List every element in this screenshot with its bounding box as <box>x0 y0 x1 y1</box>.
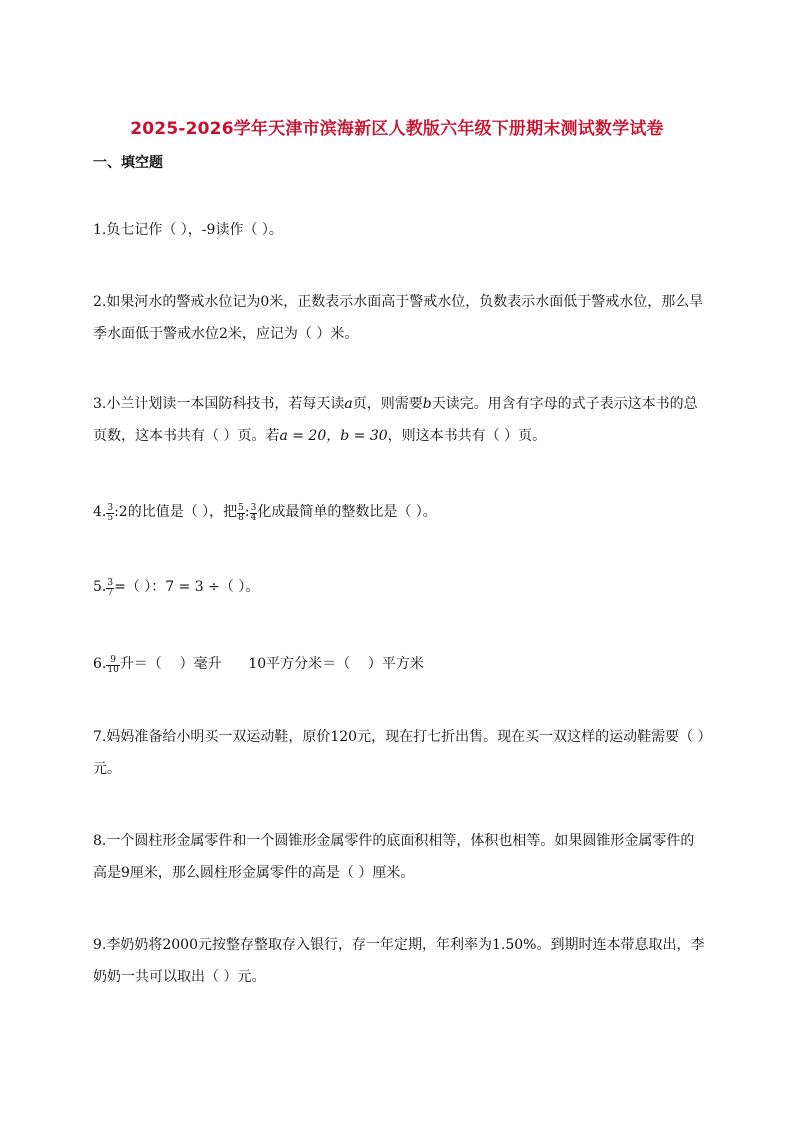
question-6 <box>93 648 705 680</box>
fraction-9-10 <box>106 656 119 675</box>
question-1: 1.负七记作（ ），-9读作（ ）。 <box>93 222 283 238</box>
variable-b: b <box>422 396 432 412</box>
fraction-numerator: 5 <box>238 503 244 513</box>
question-3-a-value: a = 20， <box>279 428 341 444</box>
question-3-part-c: 天读完。用含有字母的式子表示这本书的总页数，这本书共有（ ）页。若 <box>93 396 698 444</box>
section-heading: 一、填空题 <box>93 155 163 171</box>
question-7: 7.妈妈准备给小明买一双运动鞋，原价120元，现在打七折出售。现在买一双这样的运动鞋需要（ ）元。 <box>93 729 705 777</box>
question-4-suffix: 化成最简单的整数比是（ ）。 <box>257 504 437 520</box>
question-4-mid: :2的比值是（ ），把 <box>114 504 238 520</box>
question-8: 8.一个圆柱形金属零件和一个圆锥形金属零件的底面积相等，体积也相等。如果圆锥形金属零件的高是9厘米，那么圆柱形金属零件的高是（ ）厘米。 <box>93 833 695 881</box>
fraction-denominator: 8 <box>238 513 244 523</box>
question-5-prefix: 5. <box>93 579 107 595</box>
question-5-suffix: =（ ）：7 = 3 ÷（ ）。 <box>114 579 260 595</box>
fraction-numerator: 9 <box>106 656 119 666</box>
fraction-3-7 <box>106 579 114 598</box>
fraction-numerator: 3 <box>107 578 114 588</box>
question-5 <box>93 571 705 603</box>
question-3-part-a: 3.小兰计划读一本国防科技书，若每天读 <box>93 396 345 412</box>
document-title: 2025-2026学年天津市滨海新区人教版六年级下册期末测试数学试卷 <box>130 119 664 139</box>
question-4 <box>93 496 705 528</box>
question-4-prefix: 4. <box>93 504 107 520</box>
question-3-part-f: ，则这本书共有（ ）页。 <box>387 428 547 444</box>
fraction-3-5 <box>106 504 114 523</box>
fraction-denominator: 7 <box>107 588 114 598</box>
variable-a: a <box>344 396 353 412</box>
question-3-b-value: b = 30 <box>340 428 388 444</box>
fraction-denominator: 5 <box>107 513 114 523</box>
ratio-colon: : <box>244 504 250 520</box>
question-9: 9.李奶奶将2000元按整存整取存入银行，存一年定期，年利率为1.50%。到期时连本带息取出，李奶奶一共可以取出（ ）元。 <box>93 937 705 985</box>
fraction-denominator: 10 <box>107 665 119 675</box>
question-6-suffix: 升＝（ ）毫升 10平方分米＝（ ）平方米 <box>119 656 424 672</box>
fraction-5-8 <box>237 504 245 523</box>
fraction-denominator: 4 <box>250 513 257 523</box>
question-2: 2.如果河水的警戒水位记为0米，正数表示水面高于警戒水位，负数表示水面低于警戒水位，那么旱季水面低于警戒水位2米，应记为（ ）米。 <box>93 294 704 342</box>
fraction-numerator: 3 <box>250 503 257 513</box>
question-3 <box>93 388 705 452</box>
fraction-numerator: 3 <box>107 503 114 513</box>
question-6-prefix: 6. <box>93 656 107 672</box>
question-3-part-b: 页，则需要 <box>352 396 423 412</box>
